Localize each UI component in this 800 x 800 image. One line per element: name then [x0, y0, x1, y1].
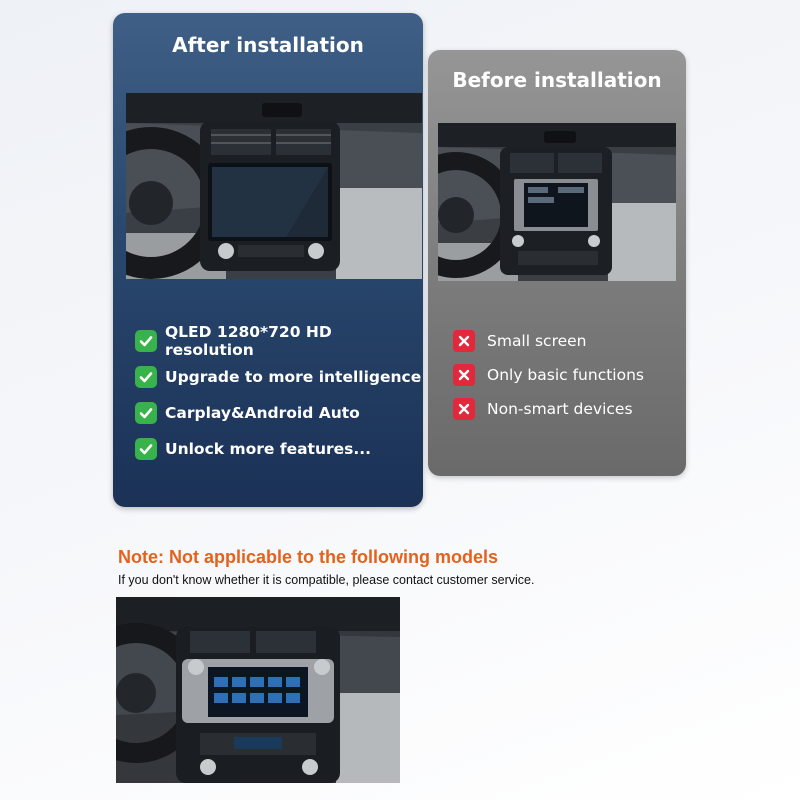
after-installation-photo [126, 93, 422, 279]
after-installation-panel [113, 13, 423, 507]
feature-text: Upgrade to more intelligence [165, 367, 422, 386]
before-installation-photo [438, 123, 676, 281]
feature-text: Unlock more features... [165, 439, 372, 458]
list-item [135, 323, 423, 358]
before-installation-title: Before installation [452, 68, 662, 92]
incompatible-model-photo [116, 597, 400, 783]
feature-text: QLED 1280*720 HD resolution [165, 322, 332, 359]
note-subtitle: If you don't know whether it is compatible, please contact customer service. [118, 573, 535, 587]
list-item [135, 359, 423, 394]
note-title: Note: Not applicable to the following models [118, 547, 499, 567]
cross-icon [453, 364, 475, 386]
check-icon [135, 402, 157, 424]
check-icon [135, 438, 157, 460]
cross-icon [453, 398, 475, 420]
check-icon [135, 330, 157, 352]
after-feature-list [135, 323, 423, 467]
before-feature-list [453, 324, 644, 426]
list-item [135, 431, 423, 466]
feature-text: Non-smart devices [487, 400, 633, 418]
feature-text: Small screen [487, 332, 587, 350]
feature-text: Carplay&Android Auto [165, 403, 360, 422]
feature-text: Only basic functions [487, 366, 644, 384]
list-item [135, 395, 423, 430]
check-icon [135, 366, 157, 388]
before-installation-panel [428, 50, 686, 476]
cross-icon [453, 330, 475, 352]
list-item [453, 358, 644, 392]
after-installation-title: After installation [172, 33, 364, 57]
list-item [453, 392, 644, 426]
list-item [453, 324, 644, 358]
